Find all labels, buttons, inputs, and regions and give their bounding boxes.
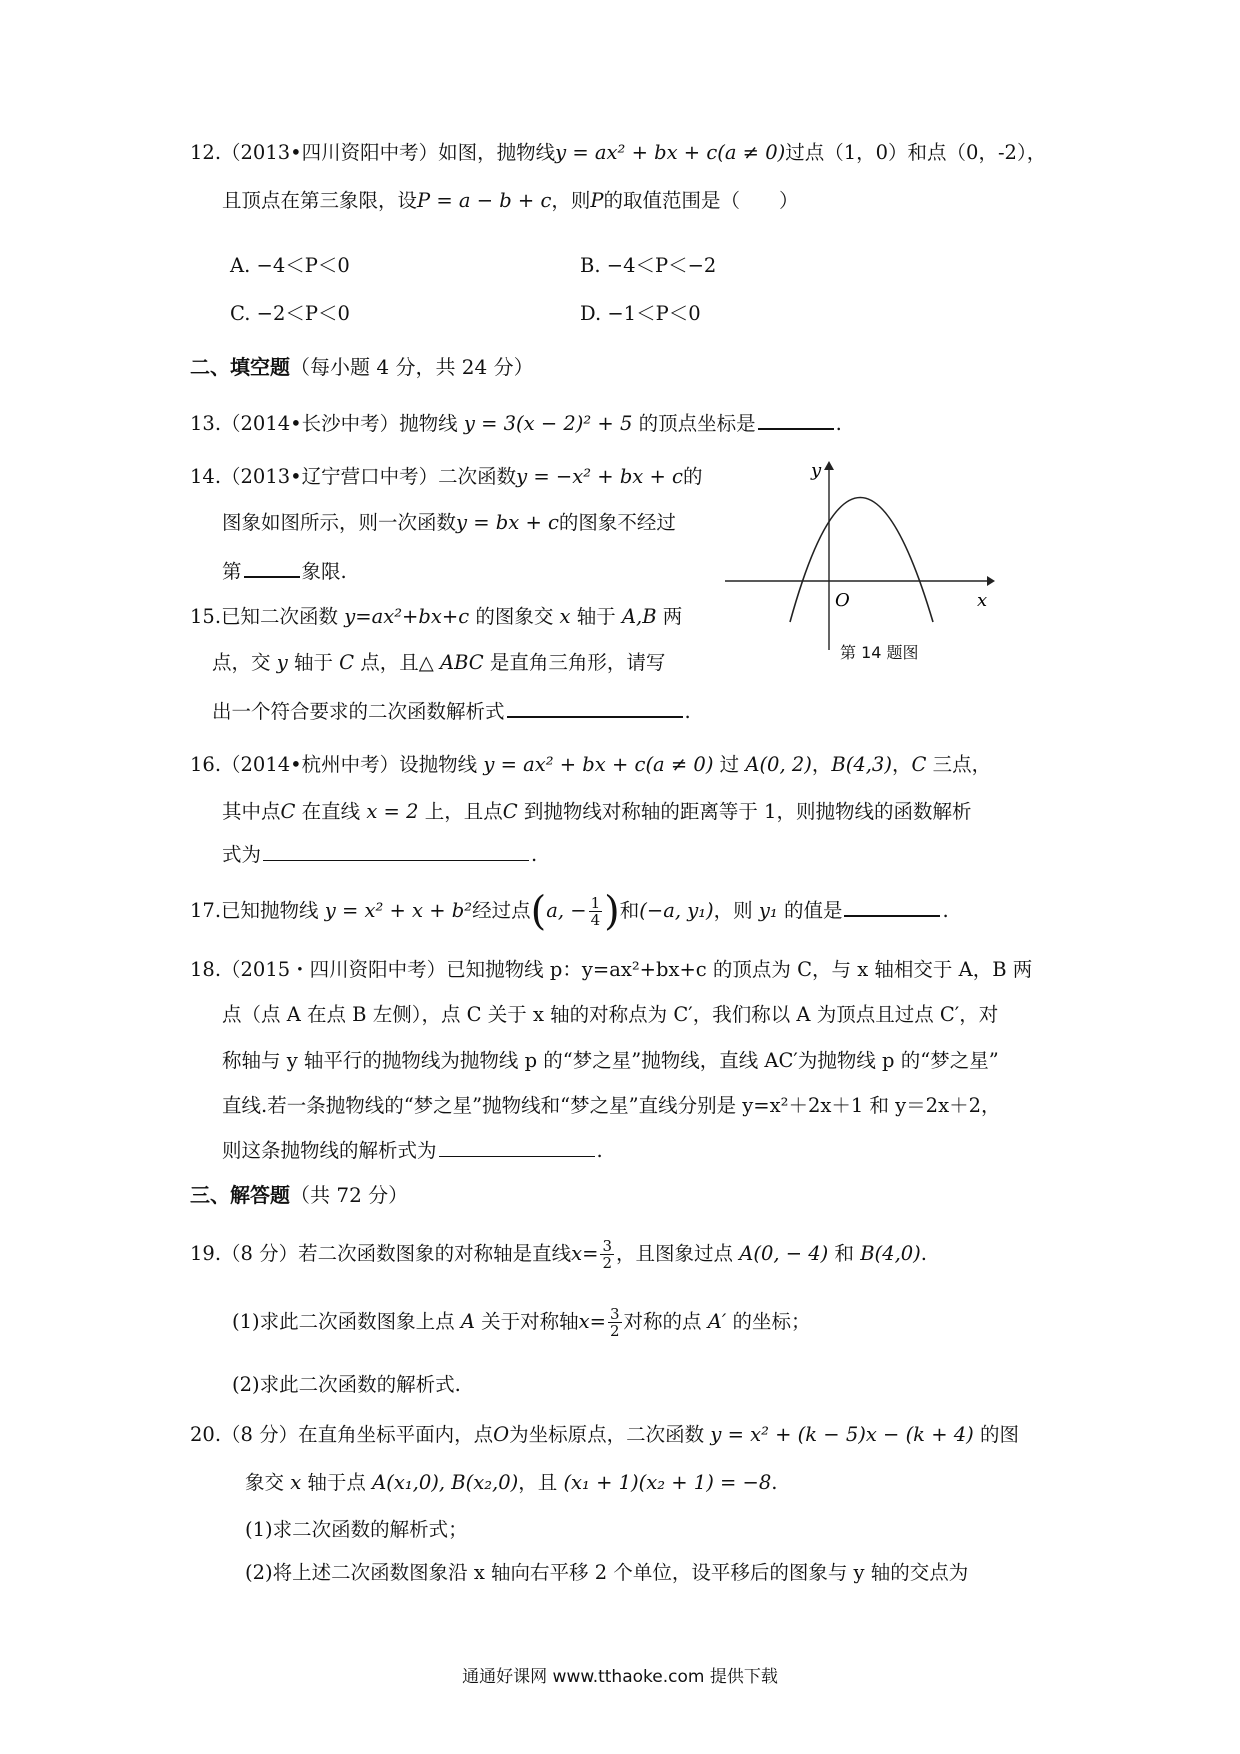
q20-sub2: (2)将上述二次函数图象沿 x 轴向右平移 2 个单位，设平移后的图象与 y 轴的交点为 [245, 1561, 969, 1584]
q14-line2: 图象如图所示，则一次函数y = bx + c的图象不经过 [222, 511, 676, 534]
q12-option-a: A. −4＜P＜0 [230, 254, 350, 277]
page-footer: 通通好课网 www.tthaoke.com 提供下载 [462, 1667, 778, 1687]
q14-answer-blank[interactable] [244, 556, 300, 578]
q19-line1: 19.（8 分）若二次函数图象的对称轴是直线x= $\frac{3}{2}$ ，且图象过点 A(0, − 4) 和 B(4,0). [190, 1237, 927, 1272]
q18-answer-blank[interactable] [439, 1136, 595, 1157]
q12-option-b: B. −4＜P＜−2 [580, 254, 717, 277]
q13-line: 13.（2014•长沙中考）抛物线 y = 3(x − 2)² + 5 的顶点坐标是 . [190, 408, 842, 439]
section-2-heading: 二、填空题（每小题 4 分，共 24 分） [190, 355, 534, 379]
q19-fraction: $\frac{3}{2}$ [602, 1237, 613, 1272]
q18-line3: 称轴与 y 轴平行的抛物线为抛物线 p 的“梦之星”抛物线，直线 AC′为抛物线 p 的“梦之星” [222, 1049, 999, 1072]
origin-label: O [835, 590, 850, 611]
section-3-heading: 三、解答题（共 72 分） [190, 1183, 409, 1207]
q16-line3: 式为 . [222, 840, 537, 870]
q15-answer-blank[interactable] [507, 696, 683, 718]
q18-line2: 点（点 A 在点 B 左侧），点 C 关于 x 轴的对称点为 C′，我们称以 A 为顶点且过点 C′，对 [222, 1003, 999, 1026]
q14-line1: 14.（2013•辽宁营口中考）二次函数y = −x² + bx + c的 [190, 465, 703, 488]
q14-parabola-figure [725, 450, 995, 650]
q12-option-d: D. −1＜P＜0 [580, 302, 701, 325]
q12-option-c: C. −2＜P＜0 [230, 302, 350, 325]
q15-line1: 15.已知二次函数 y=ax²+bx+c 的图象交 x 轴于 A,B 两 [190, 605, 683, 628]
q18-line4: 直线.若一条抛物线的“梦之星”抛物线和“梦之星”直线分别是 y=x²＋2x＋1 和 y＝2x＋2， [222, 1094, 1001, 1117]
q14-figure-caption: 第 14 题图 [840, 643, 919, 662]
q19-sub1: (1)求此二次函数图象上点 A 关于对称轴x= $\frac{3}{2}$ 对称的点 A′ 的坐标； [232, 1305, 811, 1340]
q16-line2: 其中点C 在直线 x = 2 上，且点C 到抛物线对称轴的距离等于 1，则抛物线的函数解析 [222, 800, 972, 823]
x-axis-arrow [987, 576, 995, 586]
q17-line: 17.已知抛物线 y = x² + x + b²经过点(a, − $\frac{1}{4}$ )和(−a, y₁)，则 y₁ 的值是 . [190, 888, 949, 935]
q12-line2: 且顶点在第三象限，设P = a − b + c，则P的取值范围是（ ） [222, 189, 799, 212]
q15-line3: 出一个符合要求的二次函数解析式 . [212, 696, 691, 727]
q20-line2: 象交 x 轴于点 A(x₁,0), B(x₂,0)，且 (x₁ + 1)(x₂ + 1) = −8. [245, 1471, 778, 1494]
q12-line1: 12.（2013•四川资阳中考）如图，抛物线y = ax² + bx + c(a ≠ 0)过点（1，0）和点（0，-2）， [190, 141, 1047, 164]
q17-fraction: $\frac{1}{4}$ [590, 894, 601, 929]
q16-line1: 16.（2014•杭州中考）设抛物线 y = ax² + bx + c(a ≠ 0) 过 A(0, 2)，B(4,3)，C 三点， [190, 753, 992, 776]
q17-answer-blank[interactable] [844, 895, 940, 917]
q20-sub1: (1)求二次函数的解析式； [245, 1518, 468, 1541]
q20-line1: 20.（8 分）在直角坐标平面内，点O为坐标原点，二次函数 y = x² + (k − 5)x − (k + 4) 的图 [190, 1423, 1019, 1446]
x-axis-label: x [977, 590, 988, 611]
q19-sub1-fraction: $\frac{3}{2}$ [609, 1305, 620, 1340]
y-axis-label: y [811, 460, 822, 481]
q14-line3: 第 象限. [222, 556, 347, 587]
q18-line1: 18.（2015・四川资阳中考）已知抛物线 p：y=ax²+bx+c 的顶点为 C，与 x 轴相交于 A，B 两 [190, 958, 1033, 981]
q16-answer-blank[interactable] [263, 840, 529, 861]
q15-line2: 点，交 y 轴于 C 点，且△ ABC 是直角三角形，请写 [212, 651, 666, 674]
parabola-curve [790, 498, 933, 623]
y-axis-arrow [824, 461, 834, 470]
q18-line5: 则这条抛物线的解析式为 . [222, 1136, 603, 1166]
q13-answer-blank[interactable] [758, 408, 834, 430]
q19-sub2: (2)求此二次函数的解析式. [232, 1373, 461, 1396]
